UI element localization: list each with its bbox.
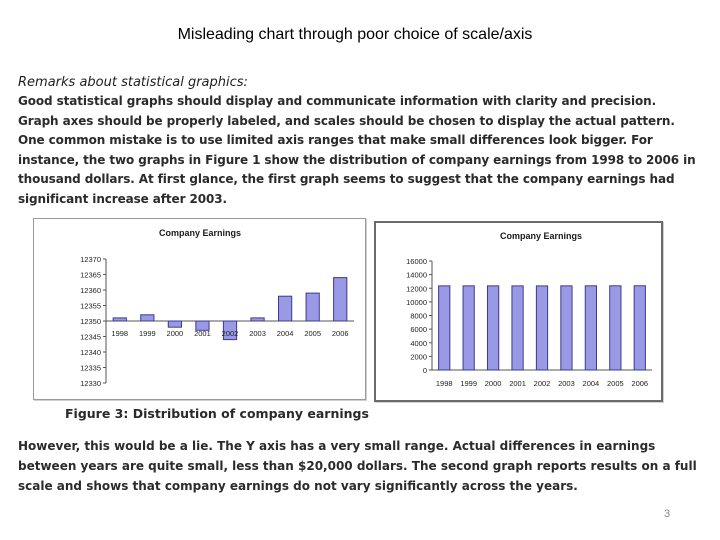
chart2-y-tick-label: 8000 bbox=[410, 311, 427, 321]
remarks-section bbox=[18, 75, 698, 209]
chart2-x-tick-label: 1998 bbox=[435, 379, 453, 388]
chart2-bar-2001 bbox=[512, 286, 523, 370]
chart1-x-tick-label: 2003 bbox=[249, 329, 266, 338]
page-number: 3 bbox=[664, 508, 671, 520]
chart1-x-tick-label: 2001 bbox=[194, 329, 211, 338]
chart1-bar-2003 bbox=[251, 318, 264, 321]
remarks-paragraph: Good statistical graphs should display and communicate information with clarity and precision. Graph axes should be properly labeled, and scales should be chosen to display the actual pattern. One common mistake is to use limited axis ranges that make small differences look bigger. For instance, the two graphs in Figure 1 show the distribution of company earnings from 1998 to 2006 in thousand dollars. At first glance, the first graph seems to suggest that the company earnings had significant increase after 2003. bbox=[18, 94, 696, 206]
chart1-bar-2004 bbox=[278, 296, 291, 321]
chart2-bar-2006 bbox=[634, 286, 645, 370]
chart1-y-tick-label: 12360 bbox=[80, 286, 101, 295]
chart2-y-tick-label: 0 bbox=[422, 366, 427, 375]
chart1-x-tick-label: 2006 bbox=[331, 329, 349, 338]
chart2-bar-2000 bbox=[487, 286, 498, 370]
chart2-x-tick-label: 2006 bbox=[631, 379, 649, 388]
chart2-y-tick-label: 12000 bbox=[406, 284, 427, 294]
chart2-x-tick-label: 2003 bbox=[558, 379, 575, 388]
chart2-bar-2003 bbox=[561, 286, 572, 370]
chart2-x-tick-label: 2002 bbox=[533, 379, 551, 388]
figure-caption: Figure 3: Distribution of company earnings bbox=[65, 406, 369, 421]
chart2-bar-1998 bbox=[439, 286, 450, 370]
chart2-x-tick-label: 1999 bbox=[460, 379, 478, 388]
chart-limited-axis-svg bbox=[34, 219, 365, 399]
chart1-x-tick-label: 2005 bbox=[304, 329, 322, 338]
chart2-y-tick-label: 10000 bbox=[406, 297, 427, 307]
chart1-y-tick-label: 12340 bbox=[80, 348, 101, 357]
chart2-y-tick-label: 2000 bbox=[410, 352, 427, 362]
chart2-y-tick-label: 16000 bbox=[406, 257, 427, 266]
chart2-y-tick-label: 4000 bbox=[410, 338, 427, 348]
chart2-bar-2002 bbox=[536, 286, 547, 370]
chart1-y-tick-label: 12365 bbox=[80, 270, 101, 280]
chart1-title: Company Earnings bbox=[158, 228, 242, 238]
chart1-x-tick-label: 2004 bbox=[276, 329, 294, 338]
chart1-x-tick-label: 2000 bbox=[166, 329, 184, 338]
chart2-x-tick-label: 2000 bbox=[484, 379, 502, 388]
chart-full-scale-svg bbox=[376, 223, 661, 400]
chart1-y-tick-label: 12370 bbox=[80, 255, 101, 264]
remarks-heading: Remarks about statistical graphics: bbox=[18, 75, 248, 90]
chart1-bar-2005 bbox=[306, 293, 319, 321]
chart2-x-tick-label: 2004 bbox=[582, 379, 600, 388]
chart2-bar-2005 bbox=[610, 286, 621, 370]
closing-paragraph: However, this would be a lie. The Y axis has a very small range. Actual differences in earnings between years are quite small, less than $20,000 dollars. The second graph reports results on a full scale and shows that company earnings do not vary significantly across the years. bbox=[18, 439, 697, 493]
chart1-y-tick-label: 12330 bbox=[80, 379, 101, 388]
chart2-bar-1999 bbox=[463, 286, 474, 370]
chart2-x-tick-label: 2005 bbox=[606, 379, 624, 388]
chart1-y-tick-label: 12355 bbox=[80, 301, 101, 311]
chart1-y-tick-label: 12345 bbox=[80, 332, 101, 342]
chart1-y-tick-label: 12350 bbox=[80, 317, 101, 326]
chart1-x-tick-label: 2002 bbox=[221, 329, 239, 338]
chart1-bar-1998 bbox=[113, 318, 126, 321]
chart1-bar-2006 bbox=[334, 278, 347, 321]
chart-full-scale bbox=[374, 221, 663, 402]
chart-limited-axis bbox=[33, 218, 366, 400]
chart1-x-tick-label: 1999 bbox=[138, 329, 156, 338]
chart1-y-tick-label: 12335 bbox=[80, 363, 101, 373]
chart1-bar-1999 bbox=[141, 315, 154, 321]
chart2-y-tick-label: 6000 bbox=[410, 325, 427, 335]
chart2-bar-2004 bbox=[585, 286, 596, 370]
chart2-title: Company Earnings bbox=[499, 231, 583, 241]
chart2-y-tick-label: 14000 bbox=[406, 270, 427, 280]
chart2-x-tick-label: 2001 bbox=[509, 379, 526, 388]
chart1-x-tick-label: 1998 bbox=[111, 329, 129, 338]
chart1-bar-2000 bbox=[168, 321, 181, 327]
slide-title: Misleading chart through poor choice of scale/axis bbox=[177, 26, 533, 43]
